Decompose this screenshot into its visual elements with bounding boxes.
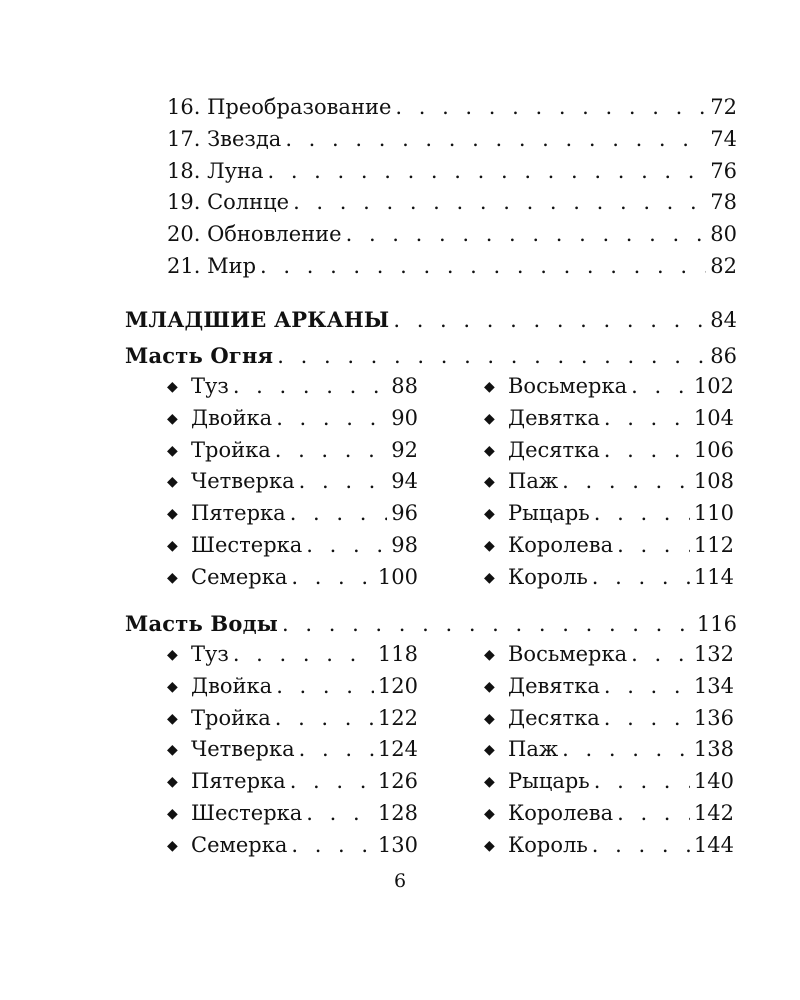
dot-leader xyxy=(604,671,690,701)
diamond-bullet-icon: ◆ xyxy=(167,806,178,822)
card-name: Рыцарь xyxy=(508,501,590,525)
card-entry xyxy=(167,371,418,401)
dot-leader xyxy=(617,530,690,560)
minor-arcana-heading xyxy=(125,305,737,335)
diamond-bullet-icon: ◆ xyxy=(167,474,178,490)
section-title: МЛАДШИЕ АРКАНЫ xyxy=(125,307,390,332)
entry-title: 17. Звезда xyxy=(167,127,282,151)
diamond-bullet-icon: ◆ xyxy=(167,570,178,586)
toc-entry xyxy=(167,92,737,122)
card-page: 128 xyxy=(377,801,418,825)
suit-title: Масть Воды xyxy=(125,611,279,636)
card-page: 126 xyxy=(377,769,418,793)
card-name: Четверка xyxy=(191,737,295,761)
card-entry xyxy=(484,498,734,528)
diamond-bullet-icon: ◆ xyxy=(167,411,178,427)
page-number: 6 xyxy=(393,870,407,892)
card-entry xyxy=(167,766,418,796)
card-entry xyxy=(167,466,418,496)
diamond-bullet-icon: ◆ xyxy=(484,506,495,522)
dot-leader xyxy=(275,435,388,465)
diamond-bullet-icon: ◆ xyxy=(484,711,495,727)
entry-page: 72 xyxy=(710,95,737,119)
dot-leader xyxy=(293,187,706,217)
dot-leader xyxy=(604,403,690,433)
card-name: Девятка xyxy=(508,406,600,430)
card-name: Туз xyxy=(191,374,229,398)
dot-leader xyxy=(594,766,690,796)
card-name: Десятка xyxy=(508,706,600,730)
water-suit-heading xyxy=(125,609,737,639)
card-page: 90 xyxy=(391,406,418,430)
card-page: 96 xyxy=(391,501,418,525)
diamond-bullet-icon: ◆ xyxy=(167,679,178,695)
card-name: Шестерка xyxy=(191,533,303,557)
card-name: Паж xyxy=(508,469,559,493)
dot-leader xyxy=(299,466,388,496)
card-page: 118 xyxy=(377,642,418,666)
card-page: 92 xyxy=(391,438,418,462)
diamond-bullet-icon: ◆ xyxy=(167,711,178,727)
card-name: Четверка xyxy=(191,469,295,493)
card-name: Двойка xyxy=(191,406,273,430)
dot-leader xyxy=(290,766,374,796)
card-page: 98 xyxy=(391,533,418,557)
card-entry xyxy=(167,403,418,433)
card-entry xyxy=(484,403,734,433)
card-name: Королева xyxy=(508,533,614,557)
card-page: 142 xyxy=(693,801,734,825)
card-name: Король xyxy=(508,833,588,857)
toc-entry xyxy=(167,156,737,186)
card-name: Королева xyxy=(508,801,614,825)
card-name: Восьмерка xyxy=(508,642,628,666)
diamond-bullet-icon: ◆ xyxy=(484,443,495,459)
card-entry xyxy=(167,498,418,528)
card-name: Паж xyxy=(508,737,559,761)
diamond-bullet-icon: ◆ xyxy=(484,679,495,695)
card-entry xyxy=(484,798,734,828)
card-entry xyxy=(484,435,734,465)
card-entry xyxy=(167,530,418,560)
diamond-bullet-icon: ◆ xyxy=(484,538,495,554)
card-page: 144 xyxy=(693,833,734,857)
card-page: 134 xyxy=(693,674,734,698)
dot-leader xyxy=(604,435,690,465)
dot-leader xyxy=(631,639,690,669)
dot-leader xyxy=(275,703,374,733)
card-page: 94 xyxy=(391,469,418,493)
dot-leader xyxy=(290,498,388,528)
card-page: 132 xyxy=(693,642,734,666)
card-entry xyxy=(484,766,734,796)
card-name: Король xyxy=(508,565,588,589)
dot-leader xyxy=(306,530,387,560)
card-entry xyxy=(167,671,418,701)
card-page: 136 xyxy=(693,706,734,730)
toc-entry xyxy=(167,124,737,154)
card-page: 140 xyxy=(693,769,734,793)
dot-leader xyxy=(604,703,690,733)
card-entry xyxy=(167,562,418,592)
suit-page: 116 xyxy=(696,612,737,636)
diamond-bullet-icon: ◆ xyxy=(167,774,178,790)
card-entry xyxy=(167,830,418,860)
dot-leader xyxy=(594,498,690,528)
dot-leader xyxy=(276,403,387,433)
entry-page: 82 xyxy=(710,254,737,278)
diamond-bullet-icon: ◆ xyxy=(167,647,178,663)
card-page: 104 xyxy=(693,406,734,430)
card-entry xyxy=(484,639,734,669)
diamond-bullet-icon: ◆ xyxy=(167,443,178,459)
card-entry xyxy=(484,466,734,496)
diamond-bullet-icon: ◆ xyxy=(167,742,178,758)
card-page: 124 xyxy=(377,737,418,761)
card-page: 138 xyxy=(693,737,734,761)
entry-title: 20. Обновление xyxy=(167,222,342,246)
card-entry xyxy=(167,639,418,669)
entry-title: 21. Мир xyxy=(167,254,257,278)
card-page: 130 xyxy=(377,833,418,857)
entry-title: 16. Преобразование xyxy=(167,95,392,119)
card-page: 108 xyxy=(693,469,734,493)
card-entry xyxy=(484,562,734,592)
toc-entry xyxy=(167,187,737,217)
dot-leader xyxy=(277,341,706,371)
toc-entry xyxy=(167,219,737,249)
card-entry xyxy=(167,798,418,828)
card-page: 110 xyxy=(693,501,734,525)
card-entry xyxy=(167,703,418,733)
card-page: 122 xyxy=(377,706,418,730)
card-name: Шестерка xyxy=(191,801,303,825)
diamond-bullet-icon: ◆ xyxy=(167,538,178,554)
card-entry xyxy=(484,671,734,701)
card-entry xyxy=(484,830,734,860)
card-entry xyxy=(484,734,734,764)
card-page: 88 xyxy=(391,374,418,398)
card-page: 100 xyxy=(377,565,418,589)
diamond-bullet-icon: ◆ xyxy=(484,379,495,395)
entry-title: 19. Солнце xyxy=(167,190,290,214)
dot-leader xyxy=(562,466,690,496)
dot-leader xyxy=(233,371,387,401)
card-name: Десятка xyxy=(508,438,600,462)
dot-leader xyxy=(592,830,690,860)
dot-leader xyxy=(233,639,374,669)
diamond-bullet-icon: ◆ xyxy=(167,506,178,522)
card-name: Тройка xyxy=(191,438,271,462)
diamond-bullet-icon: ◆ xyxy=(484,774,495,790)
entry-page: 80 xyxy=(710,222,737,246)
card-page: 114 xyxy=(693,565,734,589)
dot-leader xyxy=(306,798,374,828)
dot-leader xyxy=(282,609,693,639)
diamond-bullet-icon: ◆ xyxy=(484,838,495,854)
card-page: 120 xyxy=(377,674,418,698)
dot-leader xyxy=(346,219,707,249)
card-name: Восьмерка xyxy=(508,374,628,398)
dot-leader xyxy=(291,830,374,860)
card-name: Пятерка xyxy=(191,769,286,793)
diamond-bullet-icon: ◆ xyxy=(484,474,495,490)
card-page: 102 xyxy=(693,374,734,398)
dot-leader xyxy=(631,371,690,401)
card-entry xyxy=(167,435,418,465)
diamond-bullet-icon: ◆ xyxy=(484,411,495,427)
card-name: Семерка xyxy=(191,833,288,857)
card-name: Рыцарь xyxy=(508,769,590,793)
fire-suit-heading xyxy=(125,341,737,371)
card-entry xyxy=(484,371,734,401)
card-entry xyxy=(167,734,418,764)
suit-title: Масть Огня xyxy=(125,343,274,368)
suit-page: 86 xyxy=(710,344,737,368)
card-name: Пятерка xyxy=(191,501,286,525)
diamond-bullet-icon: ◆ xyxy=(484,742,495,758)
entry-page: 74 xyxy=(710,127,737,151)
card-name: Девятка xyxy=(508,674,600,698)
toc-entry xyxy=(167,251,737,281)
entry-title: 18. Луна xyxy=(167,159,264,183)
entry-page: 76 xyxy=(710,159,737,183)
diamond-bullet-icon: ◆ xyxy=(484,647,495,663)
dot-leader xyxy=(291,562,374,592)
dot-leader xyxy=(393,305,706,335)
card-name: Тройка xyxy=(191,706,271,730)
dot-leader xyxy=(276,671,374,701)
dot-leader xyxy=(562,734,690,764)
dot-leader xyxy=(592,562,690,592)
card-page: 106 xyxy=(693,438,734,462)
card-name: Туз xyxy=(191,642,229,666)
card-entry xyxy=(484,530,734,560)
dot-leader xyxy=(617,798,690,828)
dot-leader xyxy=(267,156,706,186)
card-entry xyxy=(484,703,734,733)
diamond-bullet-icon: ◆ xyxy=(167,379,178,395)
diamond-bullet-icon: ◆ xyxy=(484,806,495,822)
card-page: 112 xyxy=(693,533,734,557)
entry-page: 78 xyxy=(710,190,737,214)
dot-leader xyxy=(299,734,374,764)
card-name: Семерка xyxy=(191,565,288,589)
dot-leader xyxy=(395,92,706,122)
section-page: 84 xyxy=(710,308,737,332)
card-name: Двойка xyxy=(191,674,273,698)
dot-leader xyxy=(260,251,706,281)
dot-leader xyxy=(285,124,706,154)
diamond-bullet-icon: ◆ xyxy=(167,838,178,854)
diamond-bullet-icon: ◆ xyxy=(484,570,495,586)
